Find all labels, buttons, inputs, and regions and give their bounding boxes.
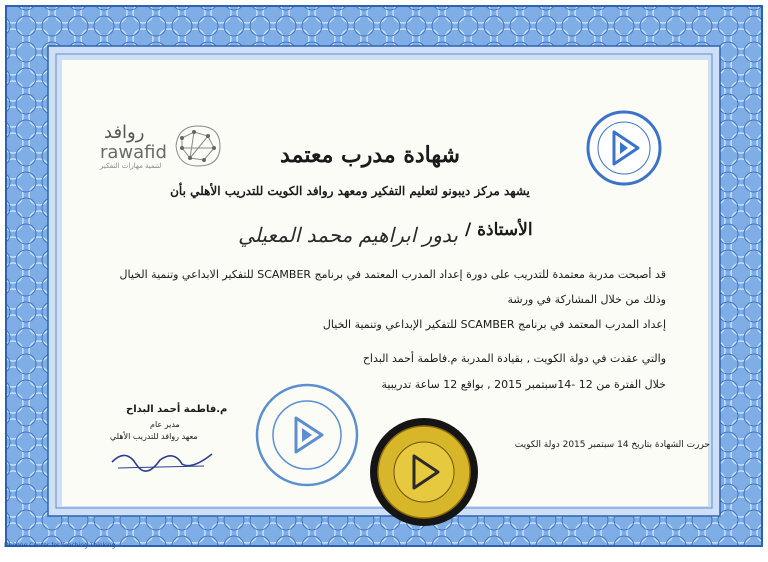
body-line: خلال الفترة من 12 -14سبتمبر 2015 , بواقع 12 ساعة تدريبية (381, 378, 666, 391)
footer-text: Debono Center for Teaching Thinking (4, 542, 116, 549)
recipient-name: بدور ابراهيم محمد المعيلي (238, 223, 458, 247)
certificate-subtitle: يشهد مركز ديبونو لتعليم التفكير ومعهد روافد الكويت للتدريب الأهلي بأن (170, 184, 530, 198)
certificate-title: شهادة مدرب معتمد (280, 142, 460, 168)
rawafid-logo-english: rawafid (100, 142, 167, 163)
handwritten-signature (108, 446, 218, 472)
debono-stamp-icon (252, 380, 362, 490)
brain-network-icon (168, 120, 228, 172)
debono-logo-icon (584, 108, 664, 188)
body-line: والتي عقدت في دولة الكويت , بقيادة المدربة م.فاطمة أحمد البداح (362, 352, 666, 365)
body-line: قد أصبحت مدربة معتمدة للتدريب على دورة إعداد المدرب المعتمد في برنامج SCAMBER للتفكير الابداعي وتنمية الخيال (119, 268, 666, 281)
issue-date-line: حررت الشهادة بتاريخ 14 سبتمبر 2015 دولة الكويت (514, 440, 710, 450)
signer-name: م.فاطمة أحمد البداح (126, 404, 228, 415)
name-prefix: الأستاذة / (465, 220, 533, 240)
gold-seal-icon (368, 416, 480, 528)
signer-organization: معهد روافد للتدريب الأهلي (110, 432, 198, 441)
rawafid-logo-arabic: روافد (104, 122, 145, 143)
signer-role: مدير عام (150, 420, 180, 429)
body-line: إعداد المدرب المعتمد في برنامج SCAMBER للتفكير الإبداعي وتنمية الخيال (322, 318, 666, 331)
rawafid-tagline: لتنمية مهارات التفكير (100, 162, 162, 170)
body-line: وذلك من خلال المشاركة في ورشة (507, 293, 666, 306)
